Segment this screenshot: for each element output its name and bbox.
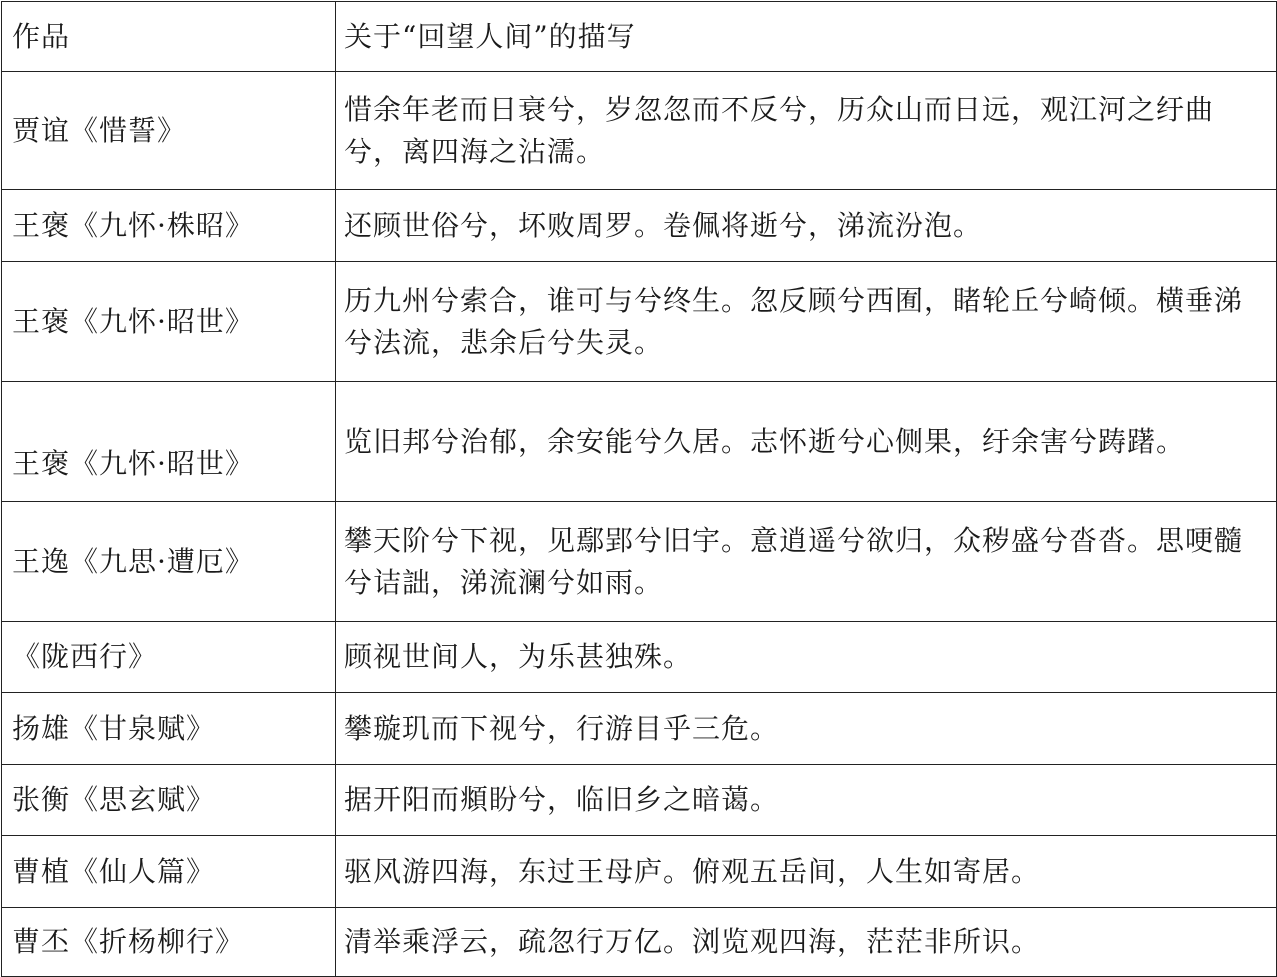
desc-cell: 攀璇玑而下视兮，行游目乎三危。 xyxy=(336,693,1277,765)
desc-cell: 清举乘浮云，疏忽行万亿。浏览观四海，茫茫非所识。 xyxy=(336,908,1277,977)
table-row xyxy=(2,765,1277,836)
table-header-row xyxy=(2,2,1277,72)
work-cell: 贾谊《惜誓》 xyxy=(2,72,336,190)
work-cell: 王褒《九怀·昭世》 xyxy=(2,382,336,502)
table-row xyxy=(2,836,1277,908)
work-cell: 曹丕《折杨柳行》 xyxy=(2,908,336,977)
desc-cell: 据开阳而頫盼兮，临旧乡之暗蔼。 xyxy=(336,765,1277,836)
table-row xyxy=(2,72,1277,190)
table-row xyxy=(2,262,1277,382)
header-work-cell: 作品 xyxy=(2,2,336,72)
desc-cell: 历九州兮索合，谁可与兮终生。忽反顾兮西囿，睹轮丘兮崎倾。横垂涕兮法流，悲余后兮失灵。 xyxy=(336,262,1277,382)
work-cell: 张衡《思玄赋》 xyxy=(2,765,336,836)
comparison-table xyxy=(1,1,1277,977)
work-cell: 《陇西行》 xyxy=(2,622,336,693)
work-cell: 王褒《九怀·株昭》 xyxy=(2,190,336,262)
work-cell: 曹植《仙人篇》 xyxy=(2,836,336,908)
work-cell: 王逸《九思·遭厄》 xyxy=(2,502,336,622)
table-row xyxy=(2,190,1277,262)
table-row xyxy=(2,693,1277,765)
table-row xyxy=(2,502,1277,622)
table-row xyxy=(2,382,1277,502)
work-cell: 扬雄《甘泉赋》 xyxy=(2,693,336,765)
desc-cell: 攀天阶兮下视，见鄢郢兮旧宇。意逍遥兮欲归，众秽盛兮沓沓。思哽髓兮诘詘，涕流澜兮如雨。 xyxy=(336,502,1277,622)
table-row xyxy=(2,908,1277,977)
desc-cell: 驱风游四海，东过王母庐。俯观五岳间，人生如寄居。 xyxy=(336,836,1277,908)
header-desc-cell: 关于“回望人间”的描写 xyxy=(336,2,1277,72)
desc-cell: 还顾世俗兮，坏败周罗。卷佩将逝兮，涕流汾泡。 xyxy=(336,190,1277,262)
desc-cell: 览旧邦兮治郁，余安能兮久居。志怀逝兮心侧果，纡余害兮踌躇。 xyxy=(336,382,1277,502)
work-cell: 王褒《九怀·昭世》 xyxy=(2,262,336,382)
desc-cell: 惜余年老而日衰兮，岁忽忽而不反兮，历众山而日远，观江河之纡曲兮，离四海之沾濡。 xyxy=(336,72,1277,190)
desc-cell: 顾视世间人，为乐甚独殊。 xyxy=(336,622,1277,693)
table-row xyxy=(2,622,1277,693)
